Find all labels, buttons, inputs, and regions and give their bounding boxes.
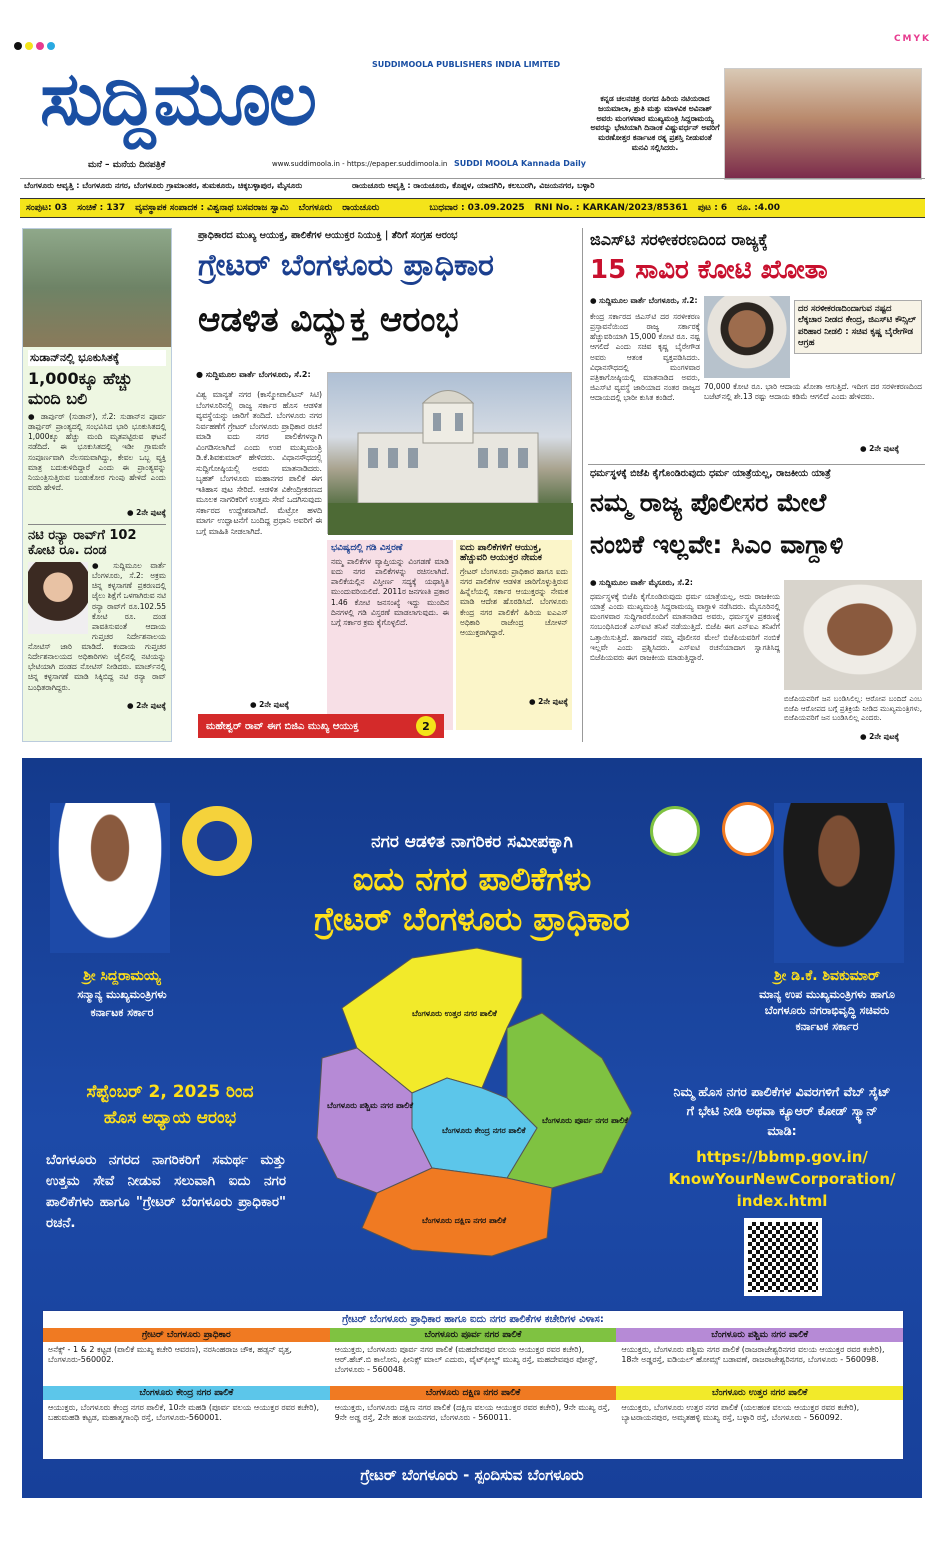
left-column	[22, 228, 172, 742]
leader-right-name: ಶ್ರೀ ಡಿ.ಕೆ. ಶಿವಕುಮಾರ್	[774, 968, 880, 984]
ad-description: ಬೆಂಗಳೂರು ನಗರದ ನಾಗರಿಕರಿಗೆ ಸಮರ್ಥ ಮತ್ತು ಉತ್ತಮ ಸೇವೆ ನೀಡುವ ಸಲುವಾಗಿ ಐದು ನಗರ ಪಾಲಿಕೆಗಳು ಹಾಗೂ "ಗ್ರೇಟರ್ ಬೆಂಗಳೂರು ಪ್ರಾಧಿಕಾರ" ರಚನೆ.	[46, 1152, 286, 1231]
office-header-gba: ಗ್ರೇಟರ್ ಬೆಂಗಳೂರು ಪ್ರಾಧಿಕಾರ	[43, 1328, 330, 1342]
city-bangalore: ಬೆಂಗಳೂರು	[298, 203, 333, 213]
issue: ಸಂಚಿಕೆ : 137	[77, 203, 126, 213]
commissioners-continued[interactable]: ● 2ನೇ ಪುಟಕ್ಕೆ	[528, 697, 568, 706]
map-east-region	[507, 1013, 632, 1188]
building-illustration	[328, 373, 573, 535]
krishna-byregowda-photo	[704, 296, 790, 378]
cm-headline-2: ನಂಬಿಕೆ ಇಲ್ಲವೇ: ಸಿಎಂ ವಾಗ್ದಾಳಿ	[590, 530, 844, 559]
cm-sidebar: ಬಿಜೆಪಿಯವರಿಗೆ ಜನ ಬಂಡಿಸಿಲಿಲ್ಲ: ಆರೋಪ ಬಂದಿದೆ ಎಂಬ ಬಿಜೆಪಿ ಆರೋಪದ ಬಗ್ಗೆ ಪ್ರತಿಕ್ರಿಯೆ ನೀಡಿದ ಮುಖ್ಯಮಂತ್ರಿಗಳು, ಬಿಜೆಪಿಯವರಿಗೆ ಜನ ಬಂಡಿಸಿಲಿಲ್ಲ ಎಂದರು.	[784, 694, 922, 723]
page-count: ಪುಟ : 6	[697, 203, 728, 213]
gba-advertisement	[22, 758, 922, 1498]
ranya-continued[interactable]: ● 2ನೇ ಪುಟಕ್ಕೆ	[126, 701, 166, 710]
leader-right-org: ಕರ್ನಾಟಕ ಸರ್ಕಾರ	[795, 1020, 859, 1033]
qr-code-icon[interactable]	[744, 1218, 822, 1296]
new-chapter: ಹೊಸ ಅಧ್ಯಾಯ ಆರಂಭ	[103, 1108, 237, 1128]
office-addr-west: ಆಯುಕ್ತರು, ಬೆಂಗಳೂರು ಪಶ್ಚಿಮ ನಗರ ಪಾಲಿಕೆ (ರಾಜರಾಜೇಶ್ವರಿನಗರ ವಲಯ ಆಯುಕ್ತರ ರವರ ಕಚೇರಿ), 18ನೇ ಅಡ್ಡರಸ್ತೆ, ಐಡಿಯಲ್ ಹೋಮ್ಸ್ ಬಡಾವಣೆ, ರಾಜರಾಜೇಶ್ವರಿನಗರ, ಬೆಂಗಳೂರು - 560098.	[621, 1345, 885, 1364]
karnataka-emblem-icon	[182, 806, 252, 876]
info-bar	[20, 198, 925, 218]
office-addr-north: ಆಯುಕ್ತರು, ಬೆಂಗಳೂರು ಉತ್ತರ ನಗರ ಪಾಲಿಕೆ (ಯಲಹಂಕ ವಲಯ ಆಯುಕ್ತರ ರವರ ಕಚೇರಿ), ಬ್ಯಾಟರಾಯನಪುರ, ಅಮೃತಹಳ್ಳಿ ಮುಖ್ಯ ರಸ್ತೆ, ಬಳ್ಳಾರಿ ರಸ್ತೆ, ಬೆಂಗಳೂರು - 560092.	[621, 1403, 860, 1422]
shivakumar-ad-photo	[774, 803, 904, 963]
center-continued[interactable]: ● 2ನೇ ಪುಟಕ್ಕೆ	[250, 700, 290, 709]
date: ಬುಧವಾರ : 03.09.2025	[429, 203, 525, 213]
office-table-title: ಗ್ರೇಟರ್ ಬೆಂಗಳೂರು ಪ್ರಾಧಿಕಾರ ಹಾಗೂ ಐದು ನಗರ ಪಾಲಿಕೆಗಳ ಕಚೇರಿಗಳ ವಿಳಾಸ:	[342, 1314, 604, 1325]
rule	[20, 178, 925, 179]
cm-dateline: ● ಸುದ್ದಿಮೂಲ ವಾರ್ತೆ ಮೈಸೂರು, ಸೆ.2:	[590, 578, 693, 587]
commissioners-title: ಐದು ಪಾಲಿಕೆಗಳಿಗೆ ಆಯುಕ್ತ, ಹೆಚ್ಚುವರಿ ಆಯುಕ್ತರ ನೇಮಕ	[460, 543, 542, 563]
tagline: ಮನೆ – ಮನೆಯ ದಿನಪತ್ರಿಕೆ	[88, 160, 166, 170]
editor: ವ್ಯವಸ್ಥಾಪಕ ಸಂಪಾದಕ : ವಿಶ್ವನಾಥ ಬಸವರಾಜ ಸ್ವಾಮಿ	[135, 203, 289, 213]
landslide-body: ● ಡಾರ್ಪುರ್ (ಸುಡಾನ್), ಸೆ.2: ಸುಡಾನ್‌ನ ಪೂರ್ವ ಡಾರ್ಫುರ್ ಪ್ರಾಂತ್ಯದಲ್ಲಿ ಸಂಭವಿಸಿದ ಭಾರಿ ಭೂಕುಸಿತದಲ್ಲಿ 1,000ಕ್ಕೂ ಹೆಚ್ಚು ಮಂದಿ ಮೃತಪಟ್ಟಿರುವ ಘಟನೆ ನಡೆದಿದೆ. ಈ ಭೂಕುಸಿತದಲ್ಲಿ ಇಡೀ ಗ್ರಾಮವೇ ಸಂಪೂರ್ಣವಾಗಿ ನೆಲಸಮವಾಗಿದ್ದು, ಕೇವಲ ಒಬ್ಬ ವ್ಯಕ್ತಿ ಮಾತ್ರ ಬದುಕುಳಿದಿದ್ದಾರೆ ಎಂದು ಈ ಪ್ರಾಂತ್ಯವನ್ನು ನಿಯಂತ್ರಿಸುತ್ತಿರುವ ಬಂಡುಕೋರ ಗುಂಪು ಹೇಳಿದೆ ಎಂದು ವರದಿ ಹೇಳಿದೆ.	[28, 412, 166, 492]
commissioners-body: ಗ್ರೇಟರ್ ಬೆಂಗಳೂರು ಪ್ರಾಧಿಕಾರ ಹಾಗೂ ಐದು ನಗರ ಪಾಲಿಕೆಗಳ ಆಡಳಿತ ಜಾರಿಗೊಳ್ಳುತ್ತಿರುವ ಹಿನ್ನೆಲೆಯಲ್ಲಿ ಸರ್ಕಾರ ಆಯುಕ್ತರನ್ನು ನೇಮಕ ಮಾಡಿ ಆದೇಶ ಹೊರಡಿಸಿದೆ. ಬೆಂಗಳೂರು ಕೇಂದ್ರ ನಗರ ಪಾಲಿಕೆಗೆ ಹಿರಿಯ ಐಎಎಸ್ ಅಧಿಕಾರಿ ರಾಜೇಂದ್ರ ಚೋಳನ್ ಆಯುಕ್ತರಾಗಿದ್ದಾರೆ.	[460, 567, 568, 637]
ad-website-info: ನಿಮ್ಮ ಹೊಸ ನಗರ ಪಾಲಿಕೆಗಳ ವಿವರಗಳಿಗೆ ವೆಬ್ ಸೈಟ್‌ ಗೆ ಭೇಟಿ ನೀಡಿ ಅಥವಾ ಕ್ಯೂಆರ್ ಕೋಡ್ ಸ್ಕ್ಯಾನ್ ಮಾಡಿ:	[673, 1084, 891, 1138]
editions-bangalore: ಬೆಂಗಳೂರು ಆವೃತ್ತಿ : ಬೆಂಗಳೂರು ನಗರ, ಬೆಂಗಳೂರು ಗ್ರಾಮಾಂತರ, ತುಮಕೂರು, ಚಿಕ್ಕಬಳ್ಳಾಪುರ, ಮೈಸೂರು	[24, 181, 303, 190]
ad-title-1: ಐದು ನಗರ ಪಾಲಿಕೆಗಳು	[352, 860, 592, 898]
center-dateline: ● ಸುದ್ದಿಮೂಲ ವಾರ್ತೆ ಬೆಂಗಳೂರು, ಸೆ.2:	[196, 370, 311, 379]
maheshwar-rao-strip[interactable]	[198, 714, 444, 738]
siddaramaiah-photo	[784, 580, 922, 690]
column-rule	[582, 228, 583, 742]
publisher-name: SUDDIMOOLA PUBLISHERS INDIA LIMITED	[372, 60, 561, 69]
office-addr-south: ಆಯುಕ್ತರು, ಬೆಂಗಳೂರು ದಕ್ಷಿಣ ನಗರ ಪಾಲಿಕೆ (ದಕ್ಷಿಣ ವಲಯ ಆಯುಕ್ತರ ರವರ ಕಚೇರಿ), 9ನೇ ಮುಖ್ಯ ರಸ್ತೆ, 9ನೇ ಅಡ್ಡ ರಸ್ತೆ, 2ನೇ ಹಂತ ಜಯನಗರ, ಬೆಂಗಳೂರು - 560011.	[334, 1403, 611, 1422]
office-header-east: ಬೆಂಗಳೂರು ಪೂರ್ವ ನಗರ ಪಾಲಿಕೆ	[330, 1328, 617, 1342]
maheshwar-rao-text: ಮಹೇಶ್ವರ್ ರಾವ್ ಈಗ ಬಿಜಿಎ ಮುಖ್ಯ ಆಯುಕ್ತ	[206, 720, 359, 732]
landslide-headline-1: ಸುಡಾನ್‌ನಲ್ಲಿ ಭೂಕುಸಿತಕ್ಕೆ	[28, 350, 166, 366]
cm-headline-1: ನಮ್ಮ ರಾಜ್ಯ ಪೊಲೀಸರ ಮೇಲೆ	[590, 488, 827, 517]
map-label-central: ಬೆಂಗಳೂರು ಕೇಂದ್ರ ನಗರ ಪಾಲಿಕೆ	[442, 1126, 526, 1135]
border-expansion-box	[327, 540, 453, 730]
gst-quote: ದರ ಸರಳೀಕರಣದಿಂದಾಗುವ ನಷ್ಟದ ಲೆಕ್ಕಚಾರ ನೀಡದ ಕೇಂದ್ರ, ಜಿಎಸ್‌ಟಿ ಕೌನ್ಸಿಲ್ ಪರಿಹಾರ ನೀಡಲಿ : ಸಚಿವ ಕೃಷ್ಣ ಬೈರೇಗೌಡ ಆಗ್ರಹ	[794, 300, 922, 354]
ashoka-emblem-icon	[722, 802, 774, 856]
cm-kicker: ಧರ್ಮಸ್ಥಳಕ್ಕೆ ಬಿಜೆಪಿ ಕೈಗೊಂಡಿರುವುದು ಧರ್ಮ ಯಾತ್ರೆಯಲ್ಲ, ರಾಜಕೀಯ ಯಾತ್ರೆ	[590, 468, 831, 479]
gba-logo-icon	[650, 806, 700, 856]
gst-headline: 15 ಸಾವಿರ ಕೋಟಿ ಖೋತಾ	[590, 255, 828, 285]
gst-continued[interactable]: ● 2ನೇ ಪುಟಕ್ಕೆ	[860, 444, 900, 453]
border-expansion-body: ನಮ್ಮ ಪಾಲಿಕೆಗಳ ವ್ಯಾಪ್ತಿಯನ್ನು ವಿಂಗಡಣೆ ಮಾಡಿ ಐದು ನಗರ ಪಾಲಿಕೆಗಳನ್ನು ರಚಿಸಲಾಗಿದೆ. ಪಾಲಿಕೆಯಲ್ಲಿನ ವಿಸ್ತೀರ್ಣ ಸದ್ಯಕ್ಕೆ ಯಥಾಸ್ಥಿತಿ ಮುಂದುವರಿಯಲಿದೆ. 2011ರ ಜನಗಣತಿ ಪ್ರಕಾರ 1.46 ಕೋಟಿ ಜನಸಂಖ್ಯೆ ಇದ್ದು ಮುಂದಿನ ದಿನಗಳಲ್ಲಿ ಗಡಿ ವಿಸ್ತರಣೆ ಮಾಡಲಾಗುವುದು. ಈ ಬಗ್ಗೆ ಸರ್ಕಾರ ಕ್ರಮ ಕೈಗೊಳ್ಳಲಿದೆ.	[331, 557, 449, 627]
ad-url-1[interactable]: https://bbmp.gov.in/	[696, 1148, 868, 1166]
map-label-west: ಬೆಂಗಳೂರು ಪಶ್ಚಿಮ ನಗರ ಪಾಲಿಕೆ	[327, 1101, 414, 1110]
cm-actresses-photo	[724, 68, 922, 180]
leader-right-title-2: ಬೆಂಗಳೂರು ನಗರಾಭಿವೃದ್ಧಿ ಸಚಿವರು	[764, 1004, 890, 1017]
cm-body: ಧರ್ಮಸ್ಥಳಕ್ಕೆ ಬಿಜೆಪಿ ಕೈಗೊಂಡಿರುವುದು ಧರ್ಮ ಯಾತ್ರೆಯಲ್ಲ, ಅದು ರಾಜಕೀಯ ಯಾತ್ರೆ ಎಂದು ಮುಖ್ಯಮಂತ್ರಿ ಸಿದ್ದರಾಮಯ್ಯ ವಾಗ್ದಾಳಿ ನಡೆಸಿದರು. ಮೈಸೂರಿನಲ್ಲಿ ಮಂಗಳವಾರ ಸುದ್ದಿಗಾರರೊಂದಿಗೆ ಮಾತನಾಡಿದ ಅವರು, ಧರ್ಮಸ್ಥಳ ಪ್ರಕರಣಕ್ಕೆ ಸಂಬಂಧಿಸಿದಂತೆ ಎಸ್‌ಐಟಿ ತನಿಖೆ ನಡೆಯುತ್ತಿದೆ. ಬಿಜೆಪಿ ಈಗ ಎನ್‌ಐಎ ತನಿಖೆಗೆ ಒತ್ತಾಯಿಸುತ್ತಿದೆ. ಹಾಗಾದರೆ ನಮ್ಮ ಪೊಲೀಸರ ಮೇಲೆ ಬಿಜೆಪಿಯವರಿಗೆ ನಂಬಿಕೆ ಇಲ್ಲವೇ ಎಂದು ಪ್ರಶ್ನಿಸಿದರು. ಎಸ್‌ಐಟಿ ರಚನೆಯಾದಾಗ ಸ್ವಾಗತಿಸಿದ್ದ ಬಿಜೆಪಿಯವರು ಈಗ ರಾಜಕೀಯ ಮಾಡುತ್ತಿದ್ದಾರೆ.	[590, 592, 780, 662]
map-label-north: ಬೆಂಗಳೂರು ಉತ್ತರ ನಗರ ಪಾಲಿಕೆ	[412, 1009, 497, 1018]
website-urls: www.suddimoola.in - https://epaper.suddimoola.in	[272, 160, 448, 168]
rni-number: RNI No. : KARKAN/2023/85361	[534, 203, 688, 213]
daily-name: SUDDI MOOLA Kannada Daily	[454, 159, 586, 168]
office-addr-central: ಆಯುಕ್ತರು, ಬೆಂಗಳೂರು ಕೇಂದ್ರ ನಗರ ಪಾಲಿಕೆ, 10ನೇ ಮಹಡಿ (ಪೂರ್ವ ವಲಯ ಆಯುಕ್ತರ ರವರ ಕಚೇರಿ), ಬಹುಮಹಡಿ ಕಟ್ಟಡ, ಮಹಾತ್ಮಗಾಂಧಿ ರಸ್ತೆ, ಬೆಂಗಳೂರು-560001.	[48, 1403, 320, 1422]
map-label-south: ಬೆಂಗಳೂರು ದಕ್ಷಿಣ ನಗರ ಪಾಲಿಕೆ	[422, 1216, 507, 1225]
center-headline-1: ಗ್ರೇಟರ್ ಬೆಂಗಳೂರು ಪ್ರಾಧಿಕಾರ	[198, 248, 494, 283]
ad-url-2[interactable]: KnowYourNewCorporation/	[668, 1170, 896, 1188]
newspaper-logo: ಸುದ್ದಿಮೂಲ	[40, 56, 315, 142]
registration-marks	[14, 35, 58, 54]
center-headline-2: ಆಡಳಿತ ವಿದ್ಯುಕ್ತ ಆರಂಭ	[198, 300, 459, 340]
office-header-central: ಬೆಂಗಳೂರು ಕೇಂದ್ರ ನಗರ ಪಾಲಿಕೆ	[43, 1386, 330, 1400]
rule	[588, 464, 925, 465]
office-address-table	[42, 1310, 904, 1460]
top-caption: ಕನ್ನಡ ಚಲನಚಿತ್ರ ರಂಗದ ಹಿರಿಯ ನಟಿಯರಾದ ಜಯಮಾಲಾ, ಶ್ರುತಿ ಮತ್ತು ಮಾಳವಿಕ ಅವಿನಾಶ್ ಅವರು ಮಂಗಳವಾರ ಮುಖ್ಯಮಂತ್ರಿ ಸಿದ್ದರಾಮಯ್ಯ ಅವರನ್ನು ಭೇಟಿಯಾಗಿ ದಿನಾಂಕ ವಿಷ್ಣುವರ್ಧನ್ ಅವರಿಗೆ ಮರಣೋತ್ತರ ಕರ್ನಾಟಕ ರತ್ನ ಪ್ರಶಸ್ತಿ ನೀಡುವಂತೆ ಮನವಿ ಸಲ್ಲಿಸಿದರು.	[590, 94, 720, 152]
landslide-continued[interactable]: ● 2ನೇ ಪುಟಕ್ಕೆ	[126, 508, 166, 517]
ranya-headline-2: ಕೋಟಿ ರೂ. ದಂಡ	[28, 543, 107, 558]
start-date: ಸೆಪ್ಟೆಂಬರ್ 2, 2025 ರಿಂದ	[86, 1082, 254, 1102]
border-expansion-title: ಭವಿಷ್ಯದಲ್ಲಿ ಗಡಿ ವಿಸ್ತರಣೆ	[331, 543, 403, 553]
landslide-headline-3: ಮಂದಿ ಬಲಿ	[28, 389, 88, 408]
bbmp-building-photo	[327, 372, 572, 534]
volume: ಸಂಪುಟ: 03	[26, 203, 68, 213]
siddaramaiah-ad-photo	[50, 803, 170, 953]
center-kicker: ಪ್ರಾಧಿಕಾರದ ಮುಖ್ಯ ಆಯುಕ್ತ, ಪಾಲಿಕೆಗಳ ಆಯುಕ್ತರ ನಿಯುಕ್ತಿ | ತೆರಿಗೆ ಸಂಗ್ರಹ ಆರಂಭ	[198, 230, 458, 241]
cm-continued[interactable]: ● 2ನೇ ಪುಟಕ್ಕೆ	[860, 732, 900, 741]
ad-url-3[interactable]: index.html	[736, 1192, 828, 1210]
landslide-photo	[23, 229, 171, 347]
price: ರೂ. :4.00	[737, 203, 781, 213]
ranya-headline-1: ನಟಿ ರನ್ಯಾ ರಾವ್‌ಗೆ 102	[28, 524, 166, 543]
landslide-headline-2: 1,000ಕ್ಕೂ ಹೆಚ್ಚು	[28, 369, 133, 388]
ad-title-2: ಗ್ರೇಟರ್ ಬೆಂಗಳೂರು ಪ್ರಾಧಿಕಾರ	[314, 900, 630, 938]
office-header-west: ಬೆಂಗಳೂರು ಪಶ್ಚಿಮ ನಗರ ಪಾಲಿಕೆ	[616, 1328, 903, 1342]
office-header-south: ಬೆಂಗಳೂರು ದಕ್ಷಿಣ ನಗರ ಪಾಲಿಕೆ	[330, 1386, 617, 1400]
ad-footer: ಗ್ರೇಟರ್ ಬೆಂಗಳೂರು - ಸ್ಪಂದಿಸುವ ಬೆಂಗಳೂರು	[360, 1466, 584, 1484]
leader-left-name: ಶ್ರೀ ಸಿದ್ದರಾಮಯ್ಯ	[83, 968, 161, 984]
center-body: ವಿಶ್ವ ಮಾನ್ಯತೆ ನಗರ (ಕಾಸ್ಮೋಪಾಲಿಟನ್ ಸಿಟಿ) ಬೆಂಗಳೂರಿನಲ್ಲಿ ರಾಜ್ಯ ಸರ್ಕಾರ ಹೊಸ ಆಡಳಿತ ವ್ಯವಸ್ಥೆಯನ್ನು ಜಾರಿಗೆ ತಂದಿದೆ. ಬೆಂಗಳೂರು ನಗರ ನಿರ್ವಹಣೆಗೆ ಗ್ರೇಟರ್ ಬೆಂಗಳೂರು ಪ್ರಾಧಿಕಾರ ರಚನೆ ಮಾಡಿ ಐದು ನಗರ ಪಾಲಿಕೆಗಳನ್ನಾಗಿ ವಿಂಗಡಿಸಲಾಗಿದೆ ಎಂದು ಉಪ ಮುಖ್ಯಮಂತ್ರಿ ಡಿ.ಕೆ.ಶಿವಕುಮಾರ್ ಹೇಳಿದರು. ವಿಧಾನಸೌಧದಲ್ಲಿ ಸುದ್ದಿಗೋಷ್ಠಿಯಲ್ಲಿ ಅವರು ಮಾತನಾಡಿದರು. ಬೃಹತ್ ಬೆಂಗಳೂರು ಮಹಾನಗರ ಪಾಲಿಕೆ ಈಗ ಇತಿಹಾಸ ಪುಟ ಸೇರಿದೆ. ಆಡಳಿತ ವಿಕೇಂದ್ರೀಕರಣದ ಮೂಲಕ ನಾಗರಿಕರಿಗೆ ಉತ್ತಮ ಸೇವೆ ಒದಗಿಸುವುದು ಸರ್ಕಾರದ ಉದ್ದೇಶವಾಗಿದೆ. ಮೆಟ್ರೋ ಹಳದಿ ಮಾರ್ಗ ಉದ್ಘಾಟನೆಗೆ ಬಂದಿದ್ದ ಪ್ರಧಾನಿ ಅವರಿಗೆ ಈ ಬಗ್ಗೆ ಮಾಹಿತಿ ನೀಡಲಾಗಿದೆ.	[196, 390, 322, 536]
office-header-north: ಬೆಂಗಳೂರು ಉತ್ತರ ನಗರ ಪಾಲಿಕೆ	[616, 1386, 903, 1400]
office-addr-east: ಆಯುಕ್ತರು, ಬೆಂಗಳೂರು ಪೂರ್ವ ನಗರ ಪಾಲಿಕೆ (ಮಹದೇವಪುರ ವಲಯ ಆಯುಕ್ತರ ರವರ ಕಚೇರಿ), ಆರ್.ಹೆಚ್.ಬಿ ಕಾಲೋನಿ, ಫೀನಿಕ್ಸ್ ಮಾಲ್ ಎದುರು, ವೈಟ್‌ಫೀಲ್ಡ್ ಮುಖ್ಯ ರಸ್ತೆ, ಮಹದೇವಪುರ ಪೋಸ್ಟ್, ಬೆಂಗಳೂರು - 560048.	[334, 1345, 598, 1374]
map-label-east: ಬೆಂಗಳೂರು ಪೂರ್ವ ನಗರ ಪಾಲಿಕೆ	[542, 1116, 629, 1125]
cmyk-mark: CMYK	[893, 34, 931, 44]
leader-left-org: ಕರ್ನಾಟಕ ಸರ್ಕಾರ	[90, 1006, 154, 1019]
page-number-badge: 2	[416, 716, 436, 736]
office-addr-gba: ಅನೆಕ್ಸ್ - 1 & 2 ಕಟ್ಟಡ (ಪಾಲಿಕೆ ಮುಖ್ಯ ಕಚೇರಿ ಆವರಣ), ನರಸಿಂಹರಾಜ ಚೌಕ, ಹಡ್ಸನ್ ವೃತ್ತ, ಬೆಂಗಳೂರು-560002.	[48, 1345, 292, 1364]
commissioners-box	[456, 540, 572, 730]
editions-raichur: ರಾಯಚೂರು ಆವೃತ್ತಿ : ರಾಯಚೂರು, ಕೊಪ್ಪಳ, ಯಾದಗಿರಿ, ಕಲಬುರಗಿ, ವಿಜಯನಗರ, ಬಳ್ಳಾರಿ	[352, 181, 595, 190]
ad-top-line: ನಗರ ಆಡಳಿತ ನಾಗರಿಕರ ಸಮೀಪಕ್ಕಾಗಿ	[371, 832, 573, 852]
leader-left-title: ಸನ್ಮಾನ್ಯ ಮುಖ್ಯಮಂತ್ರಿಗಳು	[77, 988, 167, 1001]
ranya-body: ● ಸುದ್ದಿಮೂಲ ವಾರ್ತೆ ಬೆಂಗಳೂರು, ಸೆ.2: ಅಕ್ರಮ ಚಿನ್ನ ಕಳ್ಳಸಾಗಣೆ ಪ್ರಕರಣದಲ್ಲಿ ಜೈಲು ಶಿಕ್ಷೆಗೆ ಒಳಗಾಗಿರುವ ನಟಿ ರನ್ಯಾ ರಾವ್‌ಗೆ ರೂ.102.55 ಕೋಟಿ ರೂ. ದಂಡ ಪಾವತಿಸುವಂತೆ ಆದಾಯ ಗುಪ್ತಚರ ನಿರ್ದೇಶನಾಲಯ ನೋಟಿಸ್ ಜಾರಿ ಮಾಡಿದೆ. ಕಂದಾಯ ಗುಪ್ತಚರ ನಿರ್ದೇಶನಾಲಯದ ಅಧಿಕಾರಿಗಳು ಜೈಲಿನಲ್ಲಿ ನಟಿಯನ್ನು ಭೇಟಿಯಾಗಿ ದಂಡದ ನೋಟಿಸ್ ನೀಡಿದರು. ಮಾರ್ಚ್‌ನಲ್ಲಿ ಚಿನ್ನ ಕಳ್ಳಸಾಗಣೆ ಮಾಡಿ ಸಿಕ್ಕಿಬಿದ್ದ ನಟಿ ರನ್ಯಾ ರಾವ್ ಬಂಧಿತರಾಗಿದ್ದರು.	[28, 561, 166, 692]
bengaluru-corporations-map	[302, 938, 682, 1258]
leader-right-title: ಮಾನ್ಯ ಉಪ ಮುಖ್ಯಮಂತ್ರಿಗಳು ಹಾಗೂ	[759, 988, 895, 1001]
gst-body-2: 70,000 ಕೋಟಿ ರೂ. ಭಾರಿ ಆದಾಯ ಖೋತಾ ಆಗುತ್ತಿದೆ. ಇದೀಗ ದರ ಸರಳೀಕರಣದಿಂದ ಬಜೆಟ್‌ನಲ್ಲಿ ಶೇ.13 ರಷ್ಟು ಆದಾಯ ಕಡಿಮೆ ಆಗಲಿದೆ ಎಂದು ಹೇಳಿದರು.	[704, 382, 922, 402]
city-raichur: ರಾಯಚೂರು	[342, 203, 380, 213]
gst-body: ಕೇಂದ್ರ ಸರ್ಕಾರದ ಜಿಎಸ್‌ಟಿ ದರ ಸರಳೀಕರಣ ಪ್ರಸ್ತಾವನೆಯಿಂದ ರಾಜ್ಯ ಸರ್ಕಾರಕ್ಕೆ ಹೆಚ್ಚುವರಿಯಾಗಿ 15,000 ಕೋಟಿ ರೂ. ನಷ್ಟ ಆಗಲಿದೆ ಎಂದು ಸಚಿವ ಕೃಷ್ಣ ಬೈರೇಗೌಡ ಅವರು ಆತಂಕ ವ್ಯಕ್ತಪಡಿಸಿದರು. ವಿಧಾನಸೌಧದಲ್ಲಿ ಮಂಗಳವಾರ ಪತ್ರಿಕಾಗೋಷ್ಠಿಯಲ್ಲಿ ಮಾತನಾಡಿದ ಅವರು, ಜಿಎಸ್‌ಟಿ ವ್ಯವಸ್ಥೆ ಜಾರಿಯಾದ ನಂತರ ರಾಜ್ಯದ ಆದಾಯದಲ್ಲಿ ಭಾರೀ ಕುಸಿತ ಕಂಡಿದೆ.	[590, 312, 700, 402]
gst-dateline: ● ಸುದ್ದಿಮೂಲ ವಾರ್ತೆ ಬೆಂಗಳೂರು, ಸೆ.2:	[590, 296, 698, 305]
gst-kicker: ಜಿಎಸ್‌ಟಿ ಸರಳೀಕರಣದಿಂದ ರಾಜ್ಯಕ್ಕೆ	[590, 230, 768, 249]
ranya-photo	[28, 562, 88, 634]
